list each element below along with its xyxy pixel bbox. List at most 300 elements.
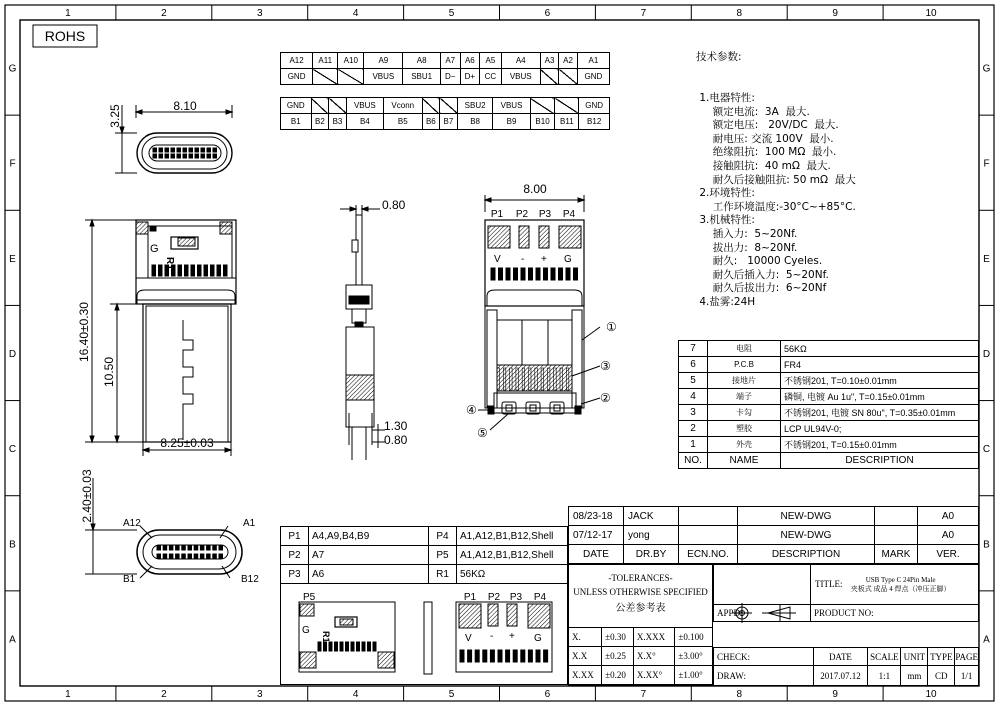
info-value-date: 2017.07.12	[813, 666, 868, 686]
contact-pin	[201, 154, 205, 158]
title-label: TITLE:	[815, 578, 843, 589]
tech-line: 耐久后拔出力: 6~20Nf	[696, 282, 827, 295]
contact-pin	[188, 546, 192, 550]
tol-cell: X.X°	[633, 647, 674, 666]
info-header-type: TYPE	[928, 648, 955, 666]
bom-row	[679, 373, 979, 389]
revision-table	[568, 506, 979, 564]
pin-b-numbers	[281, 114, 610, 130]
tech-line: 额定电流: 3A 最大.	[696, 105, 810, 118]
pin-a-number: A7	[440, 53, 460, 69]
label-a1: A1	[243, 518, 256, 529]
contact-pin	[169, 546, 173, 550]
frame-bottom-number: 4	[352, 689, 359, 700]
pin-a-signal: GND	[281, 69, 313, 85]
rev-empty	[679, 507, 738, 526]
pin-a-number: A8	[403, 53, 441, 69]
solder-tooth	[185, 265, 189, 276]
bom-desc: 不锈钢201, T=0.15±0.01mm	[781, 437, 979, 453]
contact-pin	[195, 154, 199, 158]
rev-header-by: DR.BY	[624, 545, 679, 564]
bom-row	[679, 405, 979, 421]
rev-date: 07/12-17	[569, 526, 624, 545]
info-header-date: DATE	[813, 648, 868, 666]
pin-a-number: A6	[460, 53, 480, 69]
pin-b-signal	[555, 98, 579, 114]
pcb-p5-label: P5	[303, 592, 316, 603]
contact-pin	[207, 154, 211, 158]
frame-top-number: 5	[448, 8, 455, 19]
frame-left-letter: F	[9, 158, 16, 170]
solder-tooth	[491, 268, 495, 280]
contact-pin	[171, 148, 175, 152]
plan-r1-label: R1	[164, 257, 175, 270]
pin-b-signal	[311, 98, 329, 114]
contact-pin	[213, 554, 217, 558]
rev-header-ver: VER.	[918, 545, 979, 564]
bom-header-no: NO.	[679, 453, 708, 469]
info-value-type: CD	[928, 666, 955, 686]
pin-a-signal: VBUS	[364, 69, 403, 85]
bom-name: 外壳	[708, 437, 781, 453]
solder-tooth	[566, 268, 570, 280]
contact-pin	[176, 554, 180, 558]
bom-name: 端子	[708, 389, 781, 405]
pin-a-number: A9	[364, 53, 403, 69]
front-sym-v: V	[494, 254, 501, 265]
top-view	[115, 105, 232, 173]
tech-line: 工作环境温度:-30°C~+85°C.	[696, 200, 856, 213]
title-line-2: 夹板式 成品 4 焊点（冲压正脚）	[850, 584, 951, 593]
dim-total-length: 16.40±0.30	[77, 302, 91, 362]
pcb-p3: P3	[509, 592, 523, 603]
dim-top-height: 3.25	[108, 104, 122, 128]
frame-bottom-number: 6	[544, 689, 551, 700]
bom-name: 接地片	[708, 373, 781, 389]
contact-pin	[182, 554, 186, 558]
pin-a-signal: CC	[480, 69, 502, 85]
title-line-1: USB Type C 24Pin Male	[865, 575, 936, 584]
bom-no: 7	[679, 341, 708, 357]
tol-unless: UNLESS OTHERWISE SPECIFIED	[573, 587, 708, 597]
contact-pin	[177, 154, 181, 158]
plan-view	[85, 220, 236, 456]
frame-top-number: 3	[256, 8, 263, 19]
callout-4: ④	[466, 403, 477, 417]
solder-tooth	[551, 268, 555, 280]
rev-date: 08/23-18	[569, 507, 624, 526]
contact-pin	[169, 554, 173, 558]
frame-right-letter: B	[983, 539, 990, 551]
front-p1: P1	[490, 209, 504, 220]
pin-a-signal	[540, 69, 559, 85]
contact-pin	[207, 546, 211, 550]
solder-tooth	[178, 265, 182, 276]
frame-right-letter: E	[983, 253, 990, 265]
frame-top-number: 8	[736, 8, 743, 19]
frame-right-letter: C	[982, 444, 991, 456]
pin-b-number: B6	[422, 114, 440, 130]
bom-row	[679, 421, 979, 437]
dim-end-height: 2.40±0.03	[80, 469, 94, 523]
front-p2: P2	[515, 209, 529, 220]
tech-line: 额定电压: 20V/DC 最大.	[696, 119, 839, 132]
plan-ground-symbol: G	[150, 243, 159, 255]
rev-empty	[875, 507, 918, 526]
pad-l-key: P2	[281, 546, 309, 565]
tech-params	[696, 24, 856, 323]
pad-r-val: 56KΩ	[457, 565, 568, 584]
rev-header-desc: DESCRIPTION	[738, 545, 875, 564]
pin-b-number: B9	[493, 114, 530, 130]
bom-header-row	[679, 453, 979, 469]
pad-l-val: A7	[309, 546, 429, 565]
rev-ver: A0	[918, 507, 979, 526]
contact-pin	[183, 154, 187, 158]
solder-tooth	[544, 268, 548, 280]
dim-side-1: 1.30	[384, 419, 408, 433]
tech-title: 技术参数:	[696, 51, 742, 64]
contact-pin	[200, 554, 204, 558]
tech-line: 拔出力: 8~20Nf.	[696, 241, 798, 254]
solder-tooth	[152, 265, 156, 276]
pin-b-number: B8	[457, 114, 493, 130]
solder-tooth	[217, 265, 221, 276]
pcb-p4: P4	[533, 592, 547, 603]
bom-header-desc: DESCRIPTION	[781, 453, 979, 469]
title-block-right	[713, 564, 979, 622]
solder-tooth	[204, 265, 208, 276]
tol-cn-ref: 公差参考表	[615, 603, 666, 614]
contact-pin	[200, 546, 204, 550]
contact-pin	[163, 554, 167, 558]
dim-front-width: 8.00	[523, 182, 547, 196]
dim-bottom-width: 8.25±0.03	[160, 436, 214, 450]
rev-empty	[875, 526, 918, 545]
contact-pin	[157, 554, 161, 558]
pin-a-signal: SBU1	[403, 69, 441, 85]
pad-r-key: R1	[429, 565, 457, 584]
pin-b-number: B3	[329, 114, 347, 130]
contact-pin	[163, 546, 167, 550]
pin-b-number: B2	[311, 114, 329, 130]
pin-b-signal: Vconn	[383, 98, 422, 114]
product-no-cell: PRODUCT NO:	[811, 605, 979, 622]
tech-line: 插入力: 5~20Nf.	[696, 227, 798, 240]
pin-b-number: B11	[555, 114, 579, 130]
frame-bottom-number: 10	[925, 689, 937, 700]
frame-bottom-number: 7	[640, 689, 647, 700]
tech-line: 耐久: 10000 Cyeles.	[696, 255, 823, 268]
pin-b-signal: GND	[579, 98, 610, 114]
tol-cell: ±0.30	[602, 628, 634, 647]
pin-b-number: B4	[346, 114, 383, 130]
label-b1: B1	[123, 574, 136, 585]
bom-header-name: NAME	[708, 453, 781, 469]
tol-cell: ±0.100	[675, 628, 713, 647]
tech-line: 2.环境特性:	[696, 187, 755, 200]
bom-no: 1	[679, 437, 708, 453]
bom-desc: 不锈钢201, T=0.10±0.01mm	[781, 373, 979, 389]
tech-line: 耐久后插入力: 5~20Nf.	[696, 268, 829, 281]
tol-row	[569, 647, 713, 666]
draw-cell: DRAW:	[714, 666, 814, 686]
contact-pin	[219, 554, 223, 558]
dim-top-width: 8.10	[173, 99, 197, 113]
frame-bottom-number: 2	[161, 689, 167, 700]
pcb-p1: P1	[463, 592, 477, 603]
rev-by: JACK	[624, 507, 679, 526]
callout-3: ③	[600, 359, 611, 373]
tol-cell: ±0.20	[602, 666, 634, 685]
tol-cell: ±3.00°	[675, 647, 713, 666]
solder-tooth	[574, 268, 578, 280]
solder-tooth	[514, 268, 518, 280]
pad-l-key: P1	[281, 527, 309, 546]
pin-b-signal	[440, 98, 458, 114]
pin-b-signal: VBUS	[493, 98, 530, 114]
callout-1: ①	[606, 320, 617, 334]
frame-bottom-number: 9	[832, 689, 838, 700]
dim-side-2: 0.80	[384, 433, 408, 447]
tol-title: -TOLERANCES-	[608, 573, 673, 583]
pcb-sym-v: V	[465, 633, 472, 644]
frame-right-letter: F	[983, 158, 990, 170]
pin-a-number: A10	[338, 53, 364, 69]
rohs-label: ROHS	[44, 28, 86, 44]
info-header-scale: SCALE	[868, 648, 901, 666]
pin-a-signal: VBUS	[501, 69, 540, 85]
bom-no: 6	[679, 357, 708, 373]
pin-b-number: B7	[440, 114, 458, 130]
pin-a-number: A5	[480, 53, 502, 69]
label-b12: B12	[241, 574, 259, 585]
pin-b-signal	[329, 98, 347, 114]
pin-b-signal	[422, 98, 440, 114]
tech-line: 耐电压: 交流 100V 最小.	[696, 132, 834, 145]
pad-r-key: P5	[429, 546, 457, 565]
pin-b-number: B10	[530, 114, 555, 130]
bom-name: 塑胶	[708, 421, 781, 437]
frame-left-letter: E	[9, 253, 16, 265]
bom-name: 电阻	[708, 341, 781, 357]
pin-b-number: B12	[579, 114, 610, 130]
front-sym-plus: +	[541, 254, 547, 265]
front-p3: P3	[538, 209, 552, 220]
solder-tooth	[191, 265, 195, 276]
info-value-page: 1/1	[955, 666, 979, 686]
pcb-sym-plus: +	[509, 631, 515, 642]
contact-pin	[153, 148, 157, 152]
pcb-r1-label: R1	[321, 631, 331, 643]
pin-a-signal	[559, 69, 578, 85]
contact-pin	[201, 148, 205, 152]
tol-row	[569, 666, 713, 685]
revision-header-row	[569, 545, 979, 564]
contact-pin	[159, 154, 163, 158]
bom-no: 2	[679, 421, 708, 437]
contact-pin	[189, 148, 193, 152]
frame-bottom-number: 8	[736, 689, 743, 700]
frame-left-letter: A	[9, 634, 16, 646]
bom-no: 4	[679, 389, 708, 405]
pin-a-signal	[338, 69, 364, 85]
rev-header-mark: MARK	[875, 545, 918, 564]
rev-ver: A0	[918, 526, 979, 545]
tol-cell: X.X	[569, 647, 602, 666]
tol-cell: X.XXX	[633, 628, 674, 647]
front-view	[478, 195, 600, 430]
contact-pin	[177, 148, 181, 152]
pin-a-number: A2	[559, 53, 578, 69]
solder-tooth	[559, 268, 563, 280]
pin-a-number: A4	[501, 53, 540, 69]
bom-table	[678, 340, 979, 469]
tol-cell: X.	[569, 628, 602, 647]
pad-l-key: P3	[281, 565, 309, 584]
contact-pin	[165, 154, 169, 158]
bom-desc: 不锈钢201, 电镀 SN 80u", T=0.35±0.01mm	[781, 405, 979, 421]
pin-b-signals	[281, 98, 610, 114]
frame-bottom-number: 3	[256, 689, 263, 700]
pad-row	[281, 527, 568, 546]
bom-no: 5	[679, 373, 708, 389]
frame-right-letter: G	[982, 63, 991, 75]
bom-row	[679, 437, 979, 453]
frame-top-number: 6	[544, 8, 551, 19]
pin-a-numbers	[281, 53, 610, 69]
pcb-sym-g: G	[534, 633, 542, 644]
side-view	[340, 205, 385, 460]
solder-tooth	[529, 268, 533, 280]
solder-tooth	[506, 268, 510, 280]
tech-line: 4.盐雾:24H	[696, 295, 756, 308]
end-view	[85, 478, 242, 578]
solder-tooth	[499, 268, 503, 280]
info-value-scale: 1:1	[868, 666, 901, 686]
contact-pin	[188, 554, 192, 558]
frame-right-letter: A	[983, 634, 990, 646]
bom-no: 3	[679, 405, 708, 421]
rev-desc: NEW-DWG	[738, 526, 875, 545]
tech-line: 接触阻抗: 40 mΩ 最大.	[696, 159, 831, 172]
tol-cell: X.XX°	[633, 666, 674, 685]
frame-top-number: 2	[161, 8, 167, 19]
check-cell: CHECK:	[714, 648, 814, 666]
frame-top-number: 7	[640, 8, 647, 19]
rev-empty	[679, 526, 738, 545]
pin-a-signal: D−	[440, 69, 460, 85]
pad-r-val: A1,A12,B1,B12,Shell	[457, 546, 568, 565]
revision-row	[569, 526, 979, 545]
pcb-ground-symbol: G	[302, 625, 310, 636]
frame-top-number: 10	[925, 8, 937, 19]
frame-left-letter: G	[8, 63, 17, 75]
pin-a-signal: GND	[577, 69, 609, 85]
frame-top-number: 4	[352, 8, 359, 19]
solder-tooth	[521, 268, 525, 280]
frame-bottom-number: 1	[65, 689, 71, 700]
contact-pin	[183, 148, 187, 152]
pin-a-number: A3	[540, 53, 559, 69]
pad-r-key: P4	[429, 527, 457, 546]
appd-cell: APPD:	[714, 605, 811, 622]
pad-row	[281, 565, 568, 584]
contact-pin	[194, 554, 198, 558]
tol-cell: ±0.25	[602, 647, 634, 666]
solder-tooth	[224, 265, 228, 276]
tolerance-table	[568, 627, 713, 685]
revision-row	[569, 507, 979, 526]
tech-line: 耐久后接触阻抗: 50 mΩ 最大	[696, 173, 856, 186]
contact-pin	[194, 546, 198, 550]
solder-tooth	[198, 265, 202, 276]
bom-name: P.C.B	[708, 357, 781, 373]
pad-l-val: A6	[309, 565, 429, 584]
contact-pin	[153, 154, 157, 158]
dim-side-thickness: 0.80	[382, 198, 406, 212]
pcb-sym-minus: -	[490, 631, 494, 642]
bom-row	[679, 357, 979, 373]
pin-a-number: A12	[281, 53, 313, 69]
front-p4: P4	[562, 209, 576, 220]
pad-r-val: A1,A12,B1,B12,Shell	[457, 527, 568, 546]
frame-left-letter: B	[9, 539, 16, 551]
front-sym-minus: -	[521, 254, 525, 265]
pad-table	[280, 526, 568, 584]
contact-pin	[219, 546, 223, 550]
contact-pin	[182, 546, 186, 550]
info-table	[713, 647, 979, 686]
pin-b-signal: GND	[281, 98, 312, 114]
tech-line: 绝缘阻抗: 100 MΩ 最小.	[696, 146, 837, 159]
callout-2: ②	[600, 391, 611, 405]
pin-b-number: B5	[383, 114, 422, 130]
pcb-frame	[280, 583, 568, 685]
bom-row	[679, 341, 979, 357]
tol-cell: ±1.00°	[675, 666, 713, 685]
tech-line: 1.电器特性:	[696, 91, 755, 104]
pin-b-signal: VBUS	[346, 98, 383, 114]
pin-a-signals	[281, 69, 610, 85]
contact-pin	[189, 154, 193, 158]
pin-a-number: A11	[313, 53, 338, 69]
bom-desc: 磷铜, 电镀 Au 1u", T=0.15±0.01mm	[781, 389, 979, 405]
bom-desc: 56KΩ	[781, 341, 979, 357]
bom-name: 卡勾	[708, 405, 781, 421]
dim-body-length: 10.50	[102, 356, 116, 388]
callout-5: ⑤	[477, 426, 488, 440]
contact-pin	[213, 148, 217, 152]
pin-a-number: A1	[577, 53, 609, 69]
rev-by: yong	[624, 526, 679, 545]
info-value-unit: mm	[901, 666, 928, 686]
contact-pin	[176, 546, 180, 550]
frame-top-number: 1	[65, 8, 71, 19]
contact-pin	[157, 546, 161, 550]
info-header-unit: UNIT	[901, 648, 928, 666]
frame-right-letter: D	[982, 349, 991, 360]
bom-desc: LCP UL94V-0;	[781, 421, 979, 437]
pin-b-signal: SBU2	[457, 98, 493, 114]
tol-cell: X.XX	[569, 666, 602, 685]
projection-cell	[714, 565, 811, 605]
contact-pin	[165, 148, 169, 152]
front-sym-g: G	[564, 254, 572, 265]
pin-b-number: B1	[281, 114, 312, 130]
pin-a-signal	[313, 69, 338, 85]
pcb-p2: P2	[487, 592, 501, 603]
